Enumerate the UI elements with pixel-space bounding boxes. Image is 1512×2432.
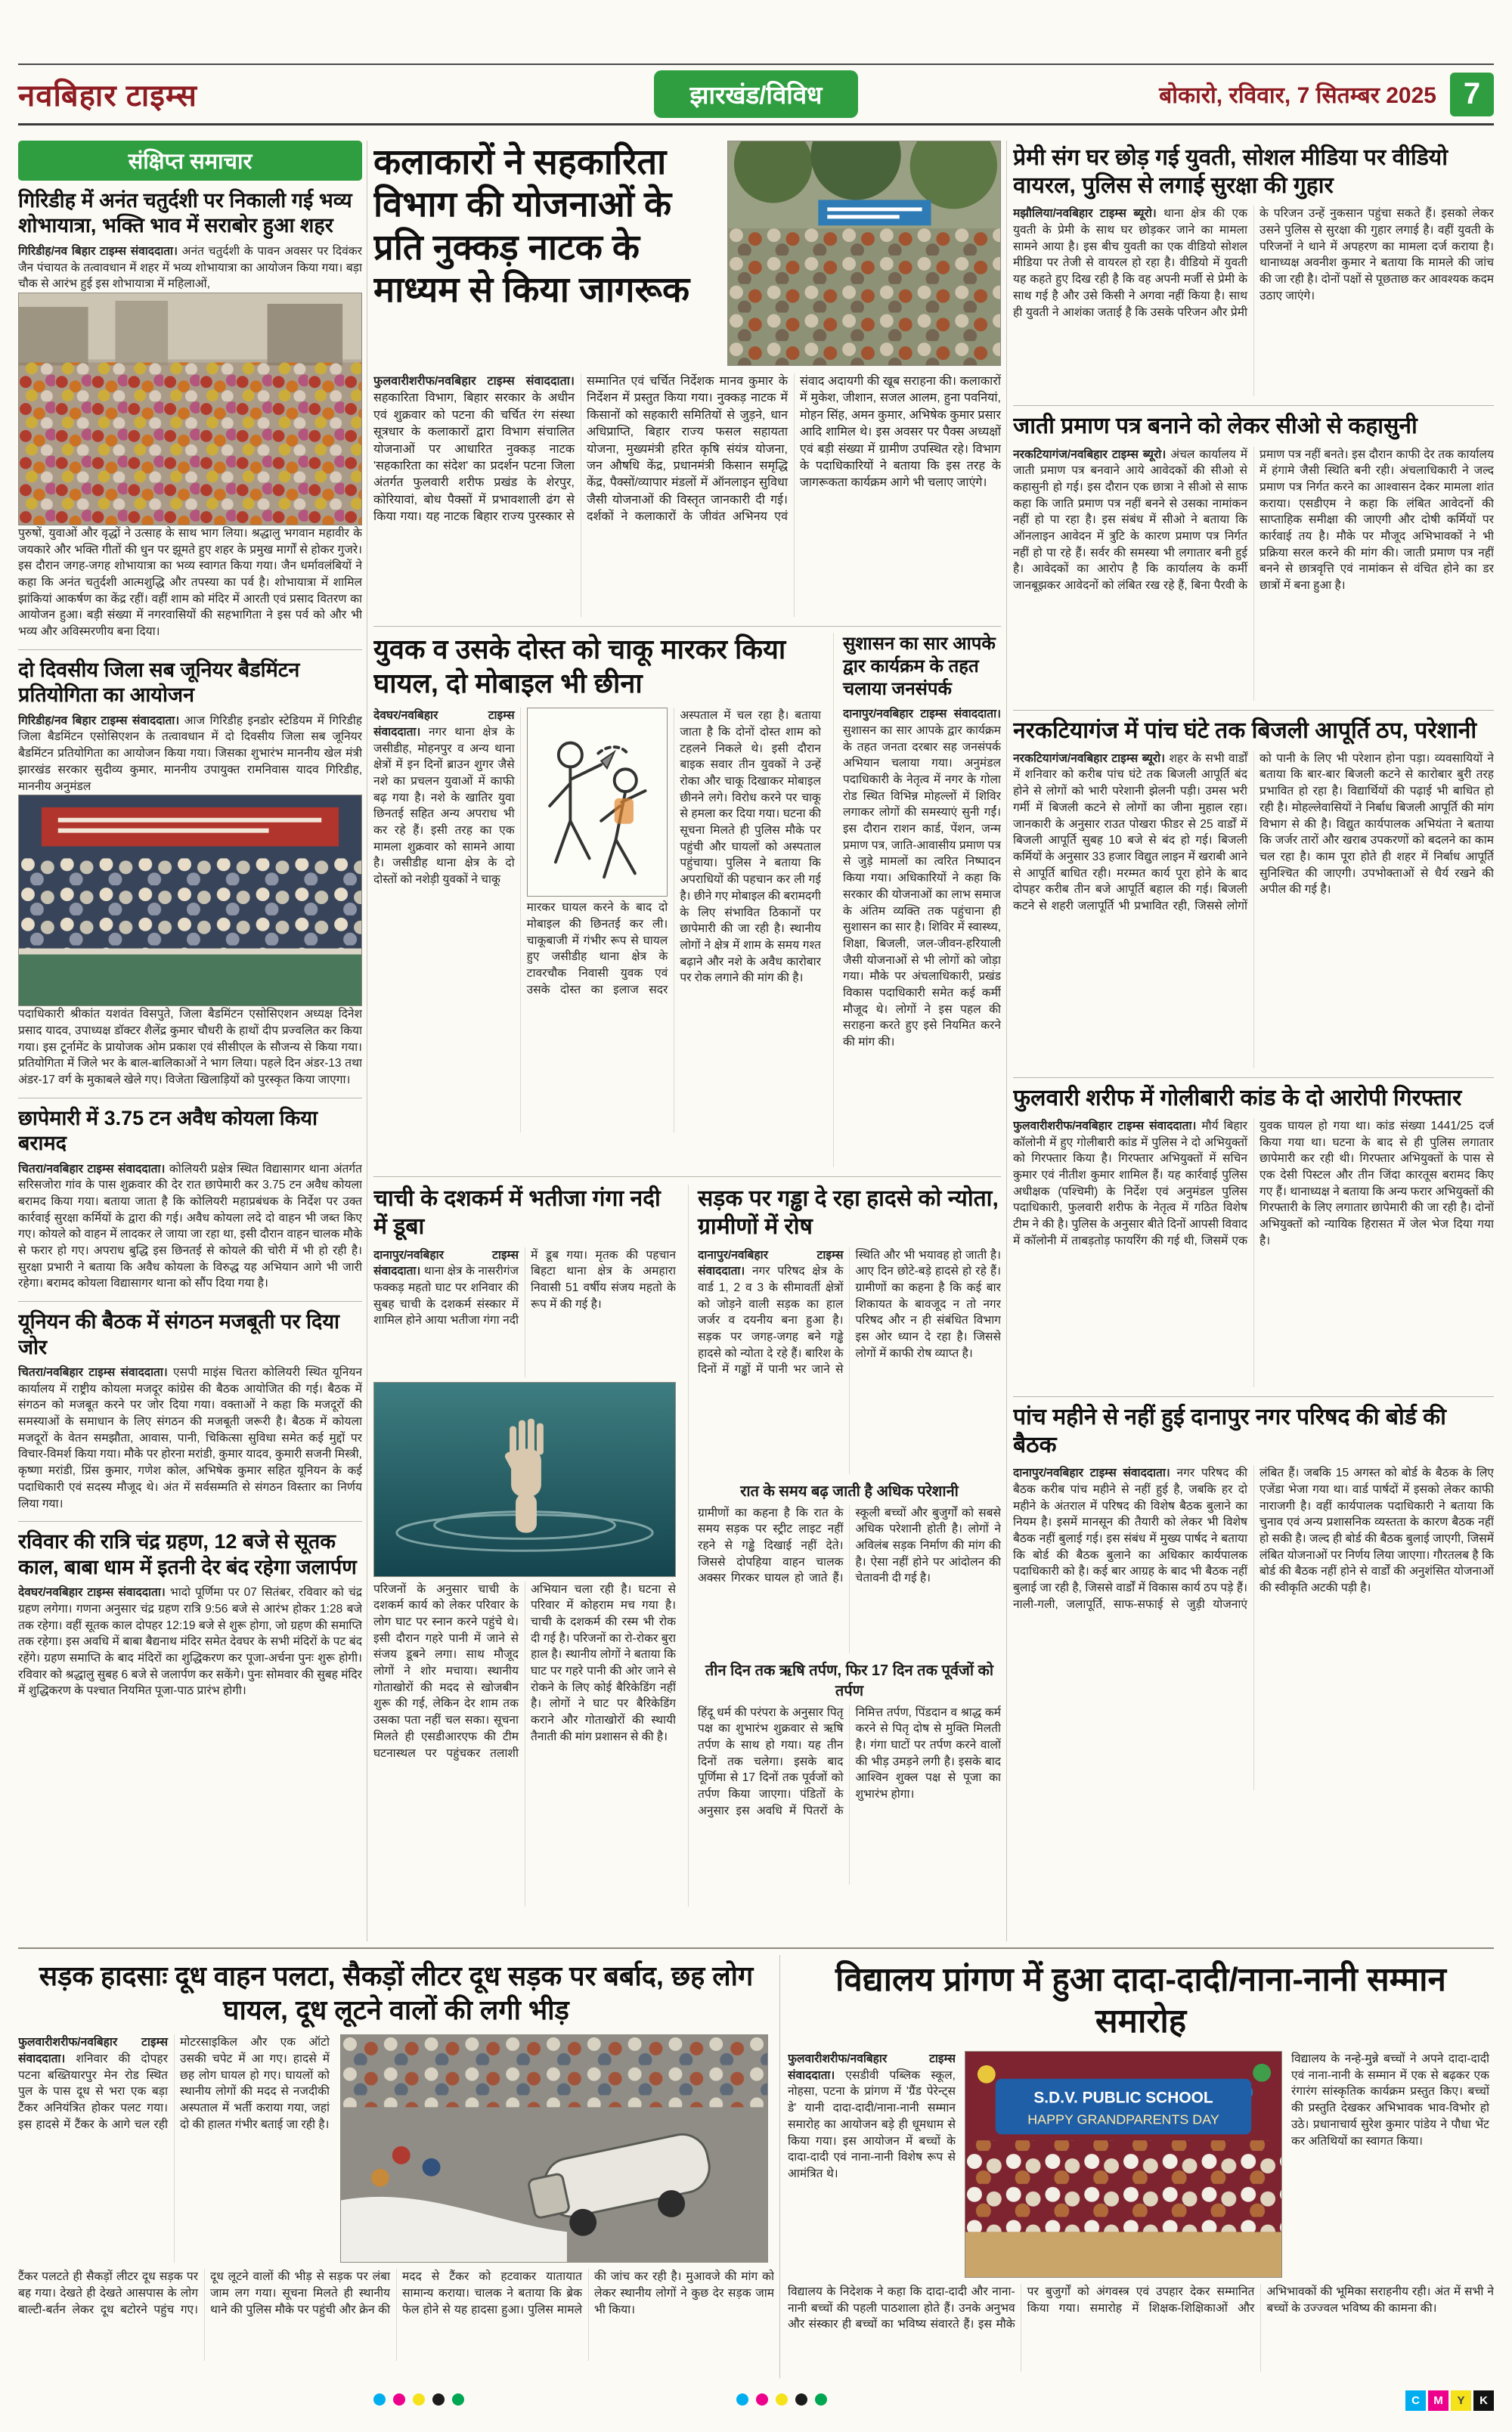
article-dateline: फुलवारीशरीफ/नवबिहार टाइम्स संवाददाता। [788,2052,956,2082]
article-caste-certificate [1013,412,1494,700]
divider [1013,1077,1494,1078]
body-text: नगर परिषद की बैठक करीब पांच महीने से नहीं हुई है, जबकि हर दो महीने के अंतराल में परिषद की विशेष बैठक बुलाने का नियम है। इसमें मानसून की तैयारी को लेकर भी विशेष बैठक नहीं बुलाई गई। इस संबंध में मुख्य पार्षद ने बताया कि बोर्ड की बैठक बुलाने का अधिकार कार्यपालक पदाधिकारी को है। कई बार आग्रह के बाद भी बैठक नहीं बुलाई जा रही है, जिससे वार्डों में विकास कार्य ठप पड़े हैं। नाली-गली, जलापूर्ति, साफ-सफाई से जुड़ी योजनाएं लंबित हैं। जबकि 15 अगस्त को बोर्ड के बैठक के लिए एजेंडा भेजा गया था। वार्ड पार्षदों में इसको लेकर काफी नाराजगी है। वहीं कार्यपालक पदाधिकारी ने बताया कि चुनाव एवं अन्य प्रशासनिक व्यस्तता के कारण बैठक नहीं हो सकी है। जल्द ही बोर्ड की बैठक बुलाई जाएगी, जिसमें लंबित योजनाओं पर निर्णय लिया जाएगा। गौरतलब है कि बोर्ड की बैठक नहीं होने से वार्डों की अनुशंसित योजनाओं की स्वीकृति अटकी पड़ी है। [1013,1467,1494,1611]
body-text: टैंकर पलटते ही सैकड़ों लीटर दूध सड़क पर बह गया। देखते ही देखते आसपास के लोग बाल्टी-बर्तन लेकर दूध बटोरने पहुंच गए। दूध लूटने वालों की भीड़ से सड़क पर लंबा जाम लग गया। सूचना मिलते ही स्थानीय थाने की पुलिस मौके पर पहुंची और क्रेन की मदद से टैंकर को हटवाकर यातायात सामान्य कराया। चालक ने बताया कि ब्रेक फेल होने से यह हादसा हुआ। पुलिस मामले की जांच कर रही है। मुआवजे की मांग को लेकर स्थानीय लोगों ने कुछ देर सड़क जाम भी किया। [18,2270,774,2316]
body-text: शनिवार की दोपहर पटना बख्तियारपुर मेन रोड स्थित पुल के पास दूध से भरा एक बड़ा टैंकर अनियंत्रित होकर पलट गया। इस हादसे में टैंकर के आगे चल रही मोटरसाइकिल और एक ऑटो उसकी चपेट में आ गए। हादसे में छह लोग घायल हो गए। घायलों को स्थानीय लोगों की मदद से नजदीकी अस्पताल में भर्ती कराया गया, जहां दो की हालत गंभीर बताई जा रही है। [18,2036,330,2131]
drowning-photo [373,1382,676,1577]
subhead: तीन दिन तक ऋषि तर्पण, फिर 17 दिन तक पूर्वजों को तर्पण [705,1662,994,1699]
green-dot [815,2393,827,2406]
headline: रविवार की रात्रि चंद्र ग्रहण, 12 बजे से सूतक काल, बाबा धाम में इतनी देर बंद रहेगा जलार्पण [18,1530,357,1578]
headline: सुशासन का सार आपके द्वार कार्यक्रम के तहत चलाया जनसंपर्क [843,634,996,699]
article-body [18,1161,362,1293]
article-body [18,1585,362,1699]
print-marks-footer [18,2387,1494,2418]
black-mark: K [1473,2390,1494,2411]
body-text: पुरुषों, युवाओं और वृद्धों ने उत्साह के साथ भाग लिया। श्रद्धालु भगवान महावीर के जयकारे और भक्ति गीतों की धुन पर झूमते हुए शहर के प्रमुख मार्गों से होकर गुजरे। इस दौरान जगह-जगह शोभायात्रा का भव्य स्वागत किया गया। जैन धर्मावलंबियों ने कहा कि अनंत चतुर्दशी आत्मशुद्धि और तपस्या का पर्व है। शोभायात्रा में शामिल झांकियां आकर्षण का केंद्र रहीं। वहीं शाम को मंदिर में आरती एवं प्रसाद वितरण का आयोजन हुआ। बड़ी संख्या में नगरवासियों की सहभागिता ने इस पर्व को और भी भव्य और अविस्मरणीय बना दिया। [18,527,362,639]
cmyk-marks [1405,2390,1494,2411]
article-dateline: फुलवारीशरीफ/नवबिहार टाइम्स संवाददाता। [1013,1119,1197,1132]
article-firing-arrests [1013,1084,1494,1387]
divider [18,649,362,650]
body-text: कोलियरी प्रक्षेत्र स्थित विद्यासागर थाना अंतर्गत सरिसजोरा गांव के पास शुक्रवार की देर रात छापेमारी कर 3.75 टन अवैध कोयला बरामद किया गया। बताया जाता है कि कोलियरी महाप्रबंधक के निर्देश पर उक्त कार्रवाई सुरक्षा कर्मियों के द्वारा की गई। अवैध कोयला लदे दो वाहन भी जब्त किए गए। कोयले को वाहन में लादकर ले जाया जा रहा था, इसी दौरान वाहन चालक मौके से फरार हो गए। अपराध बुद्धि इस छिनतई से कोयले की चोरी में भी हो रही है। सुरक्षा प्रभारी ने बताया कि अवैध कोयला के विरुद्ध यह अभियान आगे भी जारी रहेगा। बरामद कोयला विद्यासागर थाना को सौंप दिया गया है। [18,1162,362,1290]
article-dateline: दानापुर/नवबिहार टाइम्स संवाददाता। [1013,1467,1170,1480]
street-play-photo [727,141,1001,366]
section-title: झारखंड/विविध [654,70,859,118]
body-text: सहकारिता विभाग, बिहार सरकार के अधीन एवं शुक्रवार को पटना की चर्चित रंग संस्था सूत्रधार के कलाकारों द्वारा विभाग संचालित योजनाओं पर आधारित नुक्कड़ नाटक 'सहकारिता का संदेश' का प्रदर्शन पटना जिला अंतर्गत फुलवारी शरीफ प्रखंड के शेरपुर, कोरियावां, बोध पैक्सों में प्रभावशाली ढंग से किया गया। यह नाटक बिहार राज्य पुरस्कार से सम्मानित एवं चर्चित निर्देशक मानव कुमार के निर्देशन में प्रस्तुत किया गया। नुक्कड़ नाटक में किसानों को सहकारी समितियों से जुड़ने, धान अधिप्राप्ति, बिहार राज्य फसल सहायता योजना, मुख्यमंत्री हरित कृषि संयंत्र योजना, जन औषधि केंद्र, प्रधानमंत्री किसान समृद्धि केंद्र, पैक्सों/व्यापार मंडलों में ऑनलाइन सुविधा जैसी योजनाओं की विस्तृत जानकारी दी गई। दर्शकों ने कलाकारों के जीवंत अभिनय एवं संवाद अदायगी की खूब सराहना की। कलाकारों में मुकेश, जीशान, सजल आलम, हुना पवनियां, मोहन सिंह, अमन कुमार, अभिषेक कुमार प्रसार आदि शामिल थे। इस अवसर पर पैक्स अध्यक्षों एवं बड़ी संख्या में ग्रामीण उपस्थित रहे। विभाग के पदाधिकारियों ने बताया कि इस तरह के जागरूकता कार्यक्रम आगे भी चलाए जाएंगे। [373,375,1001,524]
headline: सड़क पर गड्ढा दे रहा हादसे को न्योता, ग्रामीणों में रोष [698,1186,999,1240]
article-body [18,2034,330,2263]
article-grandparents-day [788,1955,1494,2378]
school-content-row [788,2051,1494,2278]
body-text: मौर्य बिहार कॉलोनी में हुए गोलीबारी कांड में पुलिस ने दो अभियुक्तों को गिरफ्तार किया है। गिरफ्तार अभियुक्तों में सचिन कुमार एवं नीतीश कुमार शामिल हैं। यह कार्रवाई पुलिस अधीक्षक (पश्चिमी) के निर्देश एवं अनुमंडल पुलिस पदाधिकारी, फुलवारी शरीफ के नेतृत्व में गठित विशेष टीम ने की है। पुलिस के अनुसार बीते दिनों आपसी विवाद में कॉलोनी में ताबड़तोड़ फायरिंग की गई थी, जिसमें एक युवक घायल हो गया था। कांड संख्या 1441/25 दर्ज किया गया था। घटना के बाद से ही पुलिस लगातार छापेमारी कर रही थी। गिरफ्तार अभियुक्तों के पास से एक देसी पिस्टल और तीन जिंदा कारतूस बरामद किए गए हैं। थानाध्यक्ष ने बताया कि अन्य फरार अभियुक्तों की गिरफ्तारी के लिए लगातार छापेमारी की जा रही है। दोनों अभियुक्तों को न्यायिक हिरासत में जेल भेज दिया गया है। [1013,1119,1494,1247]
article-body [698,1705,1001,1885]
article-union-meeting [18,1309,362,1512]
article-body [698,1505,1001,1653]
article-body [373,1247,676,1377]
divider [373,1176,1001,1177]
article-body [18,713,362,795]
article-dateline: गिरिडीह/नव बिहार टाइम्स संवाददाता। [18,244,178,258]
black-dot [795,2393,807,2406]
body-text: एसपी माइंस चितरा कोलियरी स्थित यूनियन कार्यालय में राष्ट्रीय कोयला मजदूर कांग्रेस की बैठक आयोजित की गई। बैठक में संगठन को मजबूत करने पर जोर दिया गया। वक्ताओं ने कहा कि मजदूरों की समस्याओं के समाधान के लिए संगठन की मजबूती जरूरी है। बैठक में कोयला मजदूरों के वेतन समझौता, आवास, पानी, चिकित्सा सुविधा समेत कई मुद्दों पर विचार-विमर्श किया गया। मौके पर होरना मरांडी, कुमार यादव, कुमारी सजनी मिस्त्री, कृष्णा मरांडी, प्रिंस कुमार, गणेश कोल, अभिषेक कुमार सहित यूनियन के कई पदाधिकारी एवं सदस्य मौजूद थे। अंत में सर्वसम्मति से संगठन विस्तार का निर्णय लिया गया। [18,1366,362,1510]
divider [1013,710,1494,711]
article-ganga-drowning [373,1185,676,1906]
cyan-dot [736,2393,748,2406]
article-body [373,708,821,1132]
headline: नरकटियागंज में पांच घंटे तक बिजली आपूर्ति ठप, परेशानी [1013,717,1477,743]
school-banner-line2: HAPPY GRANDPARENTS DAY [1027,2111,1219,2127]
article-power-cut [1013,717,1494,1068]
article-knife-attack [373,633,821,1167]
body-text: शहर के सभी वार्डों में शनिवार को करीब पांच घंटे तक बिजली आपूर्ति बंद होने से लोगों को भारी परेशानी झेलनी पड़ी। उमस भरी गर्मी में बिजली कटने से लोगों का जीना मुहाल रहा। जानकारी के अनुसार राउत पोखरा फीडर से 25 वार्डों में बिजली आपूर्ति सुबह 10 बजे से बंद हो गई। बिजली कर्मियों के अनुसार 33 हजार विद्युत लाइन में खराबी आने से आपूर्ति बाधित रही। मरम्मत कार्य पूरा होने के बाद दोपहर करीब तीन बजे आपूर्ति बहाल की गई। बिजली कटने से शहरी जलापूर्ति भी प्रभावित रही, जिससे लोगों को पानी के लिए भी परेशान होना पड़ा। व्यवसायियों ने बताया कि बार-बार बिजली कटने से कारोबार बुरी तरह प्रभावित हो रहा है। विद्यार्थियों की पढ़ाई भी बाधित हो रही है। मोहल्लेवासियों ने निर्बाध बिजली आपूर्ति की मांग विभाग से की है। विद्युत कार्यपालक अभियंता ने बताया कि जर्जर तारों और खराब उपकरणों को बदलने का काम चल रहा है। काम पूरा होते ही शहर में निर्बाध आपूर्ति सुनिश्चित की जाएगी। उपभोक्ताओं से धैर्य रखने की अपील की गई है। [1013,751,1494,912]
article-milk-tanker [18,1955,774,2378]
body-text: विद्यालय के निदेशक ने कहा कि दादा-दादी और नाना-नानी बच्चों की पहली पाठशाला होते हैं। उनके अनुभव और संस्कार ही बच्चों का भविष्य संवारते हैं। इस मौके पर बुजुर्गों को अंगवस्त्र एवं उपहार देकर सम्मानित किया गया। समारोह में शिक्षक-शिक्षिकाओं और अभिभावकों की भूमिका सराहनीय रही। अंत में सभी ने बच्चों के उज्ज्वल भविष्य की कामना की। [788,2285,1494,2331]
milk-content-row [18,2034,774,2263]
article-dateline: देवघर/नवबिहार टाइम्स संवाददाता। [18,1586,166,1600]
article-dateline: मझौलिया/नवबिहार टाइम्स ब्यूरो। [1013,207,1157,221]
article-body [1013,1465,1494,1790]
cyan-mark: C [1405,2390,1426,2411]
right-column [1013,141,1494,1941]
headline: सड़क हादसाः दूध वाहन पलटा, सैकड़ों लीटर दूध सड़क पर बर्बाद, छह लोग घायल, दूध लूटने वालों की लगी भीड़ [39,1960,754,2025]
yellow-mark: Y [1451,2390,1471,2411]
headline: प्रेमी संग घर छोड़ गई युवती, सोशल मीडिया पर वीडियो वायरल, पुलिस से लगाई सुरक्षा की गुहार [1013,145,1448,199]
article-body [843,706,1001,1167]
headline: कलाकारों ने सहकारिता विभाग की योजनाओं के प्रति नुक्कड़ नाटक के माध्यम से किया जागरूक [373,141,690,310]
divider [1013,1396,1494,1397]
black-dot [432,2393,445,2406]
column-divider [779,1955,780,2378]
natak-header-row [373,141,1001,366]
divider [18,1521,362,1522]
registration-dots-center [736,2393,827,2406]
headline: छापेमारी में 3.75 टन अवैध कोयला किया बरामद [18,1106,318,1155]
headline: यूनियन की बैठक में संगठन मजबूती पर दिया जोर [18,1310,339,1359]
article-body [1013,1118,1494,1387]
body-text: पदाधिकारी श्रीकांत यशवंत विसपुते, जिला बैडमिंटन एसोसिएशन अध्यक्ष दिनेश प्रसाद यादव, उपाध्यक्ष डॉक्टर शैलेंद्र कुमार चौधरी के हाथों दीप प्रज्वलित कर किया गया। इस टूर्नामेंट के प्रायोजक ओम प्रकाश एवं सीसीएल के सौजन्य से किया गया। प्रतियोगिता में जिले भर के बाल-बालिकाओं ने भाग लिया। पहले दिन अंडर-13 तथा अंडर-17 वर्ग के मुकाबले खेले गए। विजेता खिलाड़ियों को पुरस्कृत किया जाएगा। [18,1008,362,1086]
body-text: भादो पूर्णिमा पर 07 सितंबर, रविवार को चंद्र ग्रहण लगेगा। गणना अनुसार चंद्र ग्रहण रात्रि 9:56 बजे से आरंभ होकर 1:28 बजे तक रहेगा। वहीं सूतक काल दोपहर 12:19 बजे से शुरू होगा, जो ग्रहण की समाप्ति तक रहेगा। इस अवधि में बाबा बैद्यनाथ मंदिर समेत देवघर के सभी मंदिरों के पट बंद रहेंगे। ग्रहण समाप्ति के बाद मंदिरों का शुद्धिकरण कर पूजा-अर्चना पुनः शुरू होगी। रविवार को श्रद्धालु सुबह 6 बजे से जलार्पण कर सकेंगे। पुनः सोमवार की सुबह मंदिर में शुद्धिकरण के पश्चात नियमित पूजा-पाठ प्रारंभ होगी। [18,1586,362,1698]
yellow-dot [776,2393,788,2406]
article-road-potholes [688,1185,1001,1906]
article-dateline: नरकटियागंज/नवबिहार टाइम्स ब्यूरो। [1013,448,1167,461]
page-number: 7 [1450,73,1494,116]
badminton-event-photo [18,795,362,1006]
masthead-dateline: बोकारो, रविवार, 7 सितम्बर 2025 [1159,83,1436,108]
article-dateline: दानापुर/नवबिहार टाइम्स संवाददाता। [843,708,1001,721]
article-body [1013,206,1494,396]
school-banner-line1: S.D.V. PUBLIC SCHOOL [1033,2089,1213,2107]
body-text: विद्यालय के नन्हे-मुन्ने बच्चों ने अपने दादा-दादी एवं नाना-नानी के सम्मान में एक से बढ़कर एक रंगारंग सांस्कृतिक कार्यक्रम प्रस्तुत किए। बच्चों की प्रस्तुति देखकर अभिभावक भाव-विभोर हो उठे। प्रधानाचार्य सुरेश कुमार पांडेय ने पौधा भेंट कर अतिथियों का स्वागत किया। [1291,2052,1489,2148]
article-body [1013,447,1494,701]
article-body [788,2284,1494,2372]
article-dateline: चितरा/नवबिहार टाइम्स संवाददाता। [18,1162,166,1176]
article-body [788,2051,956,2278]
paper-name: नवबिहार टाइम्स [18,79,197,113]
body-text: हिंदू धर्म की परंपरा के अनुसार पितृ पक्ष का शुभारंभ शुक्रवार से ऋषि तर्पण के साथ हो गया। यह तीन दिनों तक चलेगा। इसके बाद पूर्णिमा से 17 दिनों तक पूर्वजों को तर्पण किया जाएगा। पंडितों के अनुसार इस अवधि में पितरों के निमित्त तर्पण, पिंडदान व श्राद्ध कर्म करने से पितृ दोष से मुक्ति मिलती है। गंगा घाटों पर तर्पण करने वालों की भीड़ उमड़ने लगी है। इसके बाद आश्विन शुक्ल पक्ष से पूजा का शुभारंभ होगा। [698,1705,1001,1817]
body-text: नगर परिषद क्षेत्र के वार्ड 1, 2 व 3 के सीमावर्ती क्षेत्रों को जोड़ने वाली सड़क का हाल जर्जर व दयनीय बना हुआ है। सड़क पर जगह-जगह बने गड्ढे हादसे को न्योता दे रहे हैं। बारिश के दिनों में गड्ढों में पानी भर जाने से स्थिति और भी भयावह हो जाती है। आए दिन छोटे-बड़े हादसे हो रहे हैं। ग्रामीणों का कहना है कि कई बार शिकायत के बावजूद न तो नगर परिषद और न ही संबंधित विभाग इस ओर ध्यान दे रहा है। जिससे लोगों में काफी रोष व्याप्त है। [698,1248,1001,1377]
article-board-meeting [1013,1403,1494,1790]
article-body [18,2269,774,2361]
magenta-dot [393,2393,405,2406]
headline: चाची के दशकर्म में भतीजा गंगा नदी में डूबा [373,1186,661,1240]
subhead: रात के समय बढ़ जाती है अधिक परेशानी [740,1482,959,1500]
magenta-dot [756,2393,768,2406]
article-body [698,1247,1001,1474]
headline: जाती प्रमाण पत्र बनाने को लेकर सीओ से कहासुनी [1013,414,1418,439]
brief-news-header: संक्षिप्त समाचार [18,141,362,181]
article-runaway-girl [1013,144,1494,396]
registration-dots-left [373,2393,464,2406]
article-body [18,1365,362,1512]
knife-attack-cartoon [527,708,668,897]
article-badminton [18,658,362,1089]
center-column [373,141,1001,1941]
masthead-right [858,73,1494,116]
divider [373,626,1001,627]
headline: पांच महीने से नहीं हुई दानापुर नगर परिषद की बोर्ड की बैठक [1013,1404,1446,1458]
divider [1013,405,1494,406]
column-divider [1006,141,1007,1941]
milk-tanker-photo [340,2034,768,2263]
school-event-photo [965,2051,1282,2278]
article-body [1013,751,1494,1068]
headline: युवक व उसके दोस्त को चाकू मारकर किया घायल, दो मोबाइल भी छीना [373,634,786,699]
headline: गिरिडीह में अनंत चतुर्दशी पर निकाली गई भव्य शोभायात्रा, भक्ति भाव में सराबोर हुआ शहर [18,189,352,237]
article-lunar-eclipse [18,1529,362,1699]
yellow-dot [413,2393,425,2406]
headline: फुलवारी शरीफ में गोलीबारी कांड के दो आरोपी गिरफ्तार [1013,1085,1462,1111]
procession-photo [18,293,362,525]
article-dateline: देवघर/नवबिहार टाइम्स संवाददाता। [373,709,515,739]
masthead [18,64,1494,125]
article-coal-seizure [18,1106,362,1292]
body-text: आज गिरिडीह इनडोर स्टेडियम में गिरिडीह जिला बैडमिंटन एसोसिएशन के तत्वावधान में दो दिवसीय जिला सब जूनियर बैडमिंटन प्रतियोगिता का आयोजन किया गया। जिसका शुभारंभ माननीय खेल मंत्री झारखंड सरकार सुदीव्य कुमार, माननीय उपायुक्त रामनिवास यादव गिरिडीह, माननीय अनुमंडल [18,714,362,793]
article-nukkad-natak [373,141,1001,617]
body-text: सुशासन का सार आपके द्वार कार्यक्रम के तहत जनता दरबार सह जनसंपर्क अभियान चलाया गया। अनुमंडल पदाधिकारी के नेतृत्व में नगर के गोला रोड स्थित विभिन्न मोहल्लों में शिविर लगाकर लोगों की समस्याएं सुनी गईं। इस दौरान राशन कार्ड, पेंशन, जन्म प्रमाण पत्र, जाति-आवासीय प्रमाण पत्र से जुड़े मामलों का त्वरित निष्पादन किया गया। अधिकारियों ने कहा कि सरकार की योजनाओं का लाभ समाज के अंतिम व्यक्ति तक पहुंचाना ही सुशासन का सार है। शिविर में स्वास्थ्य, शिक्षा, बिजली, जल-जीवन-हरियाली जैसी योजनाओं से भी लोगों को जोड़ा गया। मौके पर अंचलाधिकारी, प्रखंड विकास पदाधिकारी समेत कई कर्मी मौजूद थे। लोगों ने इस पहल की सराहना करते हुए इसे नियमित करने की मांग की। [843,723,1001,1049]
article-shobha-yatra [18,188,362,640]
body-text: परिजनों के अनुसार चाची के दशकर्म कार्य को लेकर परिवार के लोग घाट पर स्नान करने पहुंचे थे। इसी दौरान गहरे पानी में जाने से संजय डूबने लगा। साथ मौजूद लोगों ने शोर मचाया। स्थानीय गोताखोरों की मदद से खोजबीन शुरू की गई, लेकिन देर शाम तक उसका पता नहीं चल सका। सूचना मिलते ही एसडीआरएफ की टीम घटनास्थल पर पहुंचकर तलाशी अभियान चला रही है। घटना से परिवार में कोहराम मच गया है। चाची के दशकर्म की रस्म भी रोक दी गई है। परिजनों का रो-रोकर बुरा हाल है। स्थानीय लोगों ने बताया कि घाट पर गहरे पानी की ओर जाने से रोकने के लिए कोई बैरिकेडिंग नहीं है। लोगों ने घाट पर बैरिकेडिंग कराने और गोताखोरों की स्थायी तैनाती की मांग प्रशासन से की है। [373,1582,676,1760]
article-body [373,373,1001,617]
article-dateline: दानापुर/नवबिहार टाइम्स संवाददाता। [698,1248,844,1278]
center-mid-row [373,633,1001,1167]
body-text: एसडीवी पब्लिक स्कूल, नोहसा, पटना के प्रांगण में 'ग्रैंड पेरेन्ट्स डे' यानी दादा-दादी/नाना-नानी सम्मान समारोह का आयोजन बड़े ही धूमधाम से किया गया। इस आयोजन में बच्चों के दादा-दादी एवं नाना-नानी विशेष रूप से आमंत्रित थे। [788,2068,956,2180]
magenta-mark: M [1428,2390,1448,2411]
body-text: थाना क्षेत्र की एक युवती के प्रेमी के साथ घर छोड़कर जाने का मामला सामने आया है। इस बीच युवती का एक वीडियो सोशल मीडिया पर तेजी से वायरल हो रहा है। वीडियो में युवती यह कहते हुए दिख रही है कि वह अपनी मर्जी से प्रेमी के साथ गई है और उसे किसी ने अगवा नहीं किया है। साथ ही युवती ने आशंका जताई है कि उसके परिजन और प्रेमी के परिजन उन्हें नुकसान पहुंचा सकते हैं। इसको लेकर उसने पुलिस से सुरक्षा की गुहार लगाई है। वहीं युवती के परिजनों ने थाने में अपहरण का मामला दर्ज कराया है। थानाध्यक्ष अवनीश कुमार ने बताया कि मामले की जांच की जा रही है। दोनों पक्षों से पूछताछ कर आवश्यक कदम उठाए जाएंगे। [1013,207,1494,319]
body-text: अंचल कार्यालय में जाती प्रमाण पत्र बनवाने आये आवेदकों की सीओ से कहासुनी हो गई। इस दौरान एक छात्रा ने सीओ से साफ कहा कि जाति प्रमाण पत्र नहीं बनने से उसका नामांकन नहीं हो पा रहा है। इस संबंध में सीओ ने बताया कि ऑनलाइन आवेदन में त्रुटि के कारण प्रमाण पत्र निर्गत नहीं हो पा रहे हैं। सर्वर की समस्या भी लगातार बनी हुई है। आवेदकों का आरोप है कि कार्यालय के कर्मी जानबूझकर आवेदनों को लंबित रख रहे हैं, बिना पैरवी के प्रमाण पत्र नहीं बनते। इस दौरान काफी देर तक कार्यालय में हंगामे जैसी स्थिति बनी रही। अंचलाधिकारी ने जल्द प्रमाण पत्र निर्गत करने का आश्वासन देकर मामला शांत कराया। एसडीएम ने कहा कि लंबित आवेदनों की साप्ताहिक समीक्षा की जाएगी और दोषी कर्मियों पर कार्रवाई तय है। मौके पर मौजूद अभिभावकों ने भी प्रक्रिया सरल करने की मांग की। जाती प्रमाण पत्र नहीं बनने से छात्रवृत्ति एवं नामांकन से वंचित होने का डर छात्रों में बना हुआ है। [1013,448,1494,593]
body-text: मारकर घायल करने के बाद दो मोबाइल की छिनतई कर ली। चाकूबाजी में गंभीर रूप से घायल हुए जसीडीह थाना क्षेत्र के टावरचौक निवासी युवक एवं उसके दोस्त का इलाज सदर अस्पताल में चल रहा है। बताया जाता है कि दोनों दोस्त शाम को टहलने निकले थे। इसी दौरान बाइक सवार तीन युवकों ने उन्हें रोका और चाकू दिखाकर मोबाइल छीनने लगे। विरोध करने पर चाकू से हमला कर दिया गया। घटना की सूचना मिलते ही पुलिस मौके पर पहुंची और घायलों को अस्पताल पहुंचाया। पुलिस ने बताया कि अपराधियों की पहचान कर ली गई है। छीने गए मोबाइल की बरामदगी के लिए संभावित ठिकानों पर छापेमारी की जा रही है। स्थानीय लोगों ने क्षेत्र में शाम के समय गश्त बढ़ाने और नशे के अवैध कारोबार पर रोक लगाने की मांग की है। [526,709,821,996]
article-sushasan [833,633,1001,1167]
article-dateline: दानापुर/नवबिहार टाइम्स संवाददाता। [373,1248,519,1278]
body-text: ग्रामीणों का कहना है कि रात के समय सड़क पर स्ट्रीट लाइट नहीं रहने से गड्ढे दिखाई नहीं देते। जिससे दोपहिया वाहन चालक अक्सर गिरकर घायल हो जाते हैं। स्कूली बच्चों और बुजुर्गों को सबसे अधिक परेशानी होती है। लोगों ने अविलंब सड़क निर्माण की मांग की है। ऐसा नहीं होने पर आंदोलन की चेतावनी दी गई है। [698,1506,1001,1585]
masthead-left [18,73,654,115]
bottom-section-divider [18,1947,1494,1949]
article-dateline: चितरा/नवबिहार टाइम्स संवाददाता। [18,1366,168,1379]
body-text: अनंत चतुर्दशी के पावन अवसर पर दिवंकर जैन पंचायत के तत्वावधान में शहर में भव्य शोभायात्रा का आयोजन किया गया। बड़ा चौक से आरंभ हुई इस शोभायात्रा में महिलाओं, [18,244,362,291]
body-text: थाना क्षेत्र के नासरीगंज फक्कड़ महतो घाट पर शनिवार की सुबह चाची के दशकर्म संस्कार में शामिल होने आया भतीजा गंगा नदी में डूब गया। मृतक की पहचान बिहटा थाना क्षेत्र के अमहारा निवासी 51 वर्षीय संजय महतो के रूप में की गई है। [373,1248,676,1328]
article-body [1291,2051,1489,2278]
article-body [18,243,362,293]
article-dateline: गिरिडीह/नव बिहार टाइम्स संवाददाता। [18,714,180,727]
headline: विद्यालय प्रांगण में हुआ दादा-दादी/नाना-नानी सम्मान समारोह [835,1961,1446,2040]
divider [18,1301,362,1302]
cyan-dot [373,2393,386,2406]
headline: दो दिवसीय जिला सब जूनियर बैडमिंटन प्रतियोगिता का आयोजन [18,658,300,707]
article-dateline: फुलवारीशरीफ/नवबिहार टाइम्स संवाददाता। [18,2036,168,2065]
body-text: नगर थाना क्षेत्र के जसीडीह, मोहनपुर व अन्य थाना क्षेत्रों में इन दिनों ब्राउन शुगर जैसे नशे का प्रचलन युवाओं में काफी बढ़ गया है। नशे के खातिर युवा छिनतई सहित अन्य अपराध भी कर रहे हैं। इसी तरह का एक मामला शुक्रवार को सामने आया है। जसीडीह थाना क्षेत्र के दो दोस्तों को नशेड़ी युवकों ने चाकू [373,725,515,887]
article-body [373,1582,676,1907]
center-low-row [373,1185,1001,1906]
brief-news-column [18,141,362,1941]
article-dateline: फुलवारीशरीफ/नवबिहार टाइम्स संवाददाता। [373,375,575,388]
green-dot [452,2393,464,2406]
article-dateline: नरकटियागंज/नवबिहार टाइम्स ब्यूरो। [1013,751,1166,765]
